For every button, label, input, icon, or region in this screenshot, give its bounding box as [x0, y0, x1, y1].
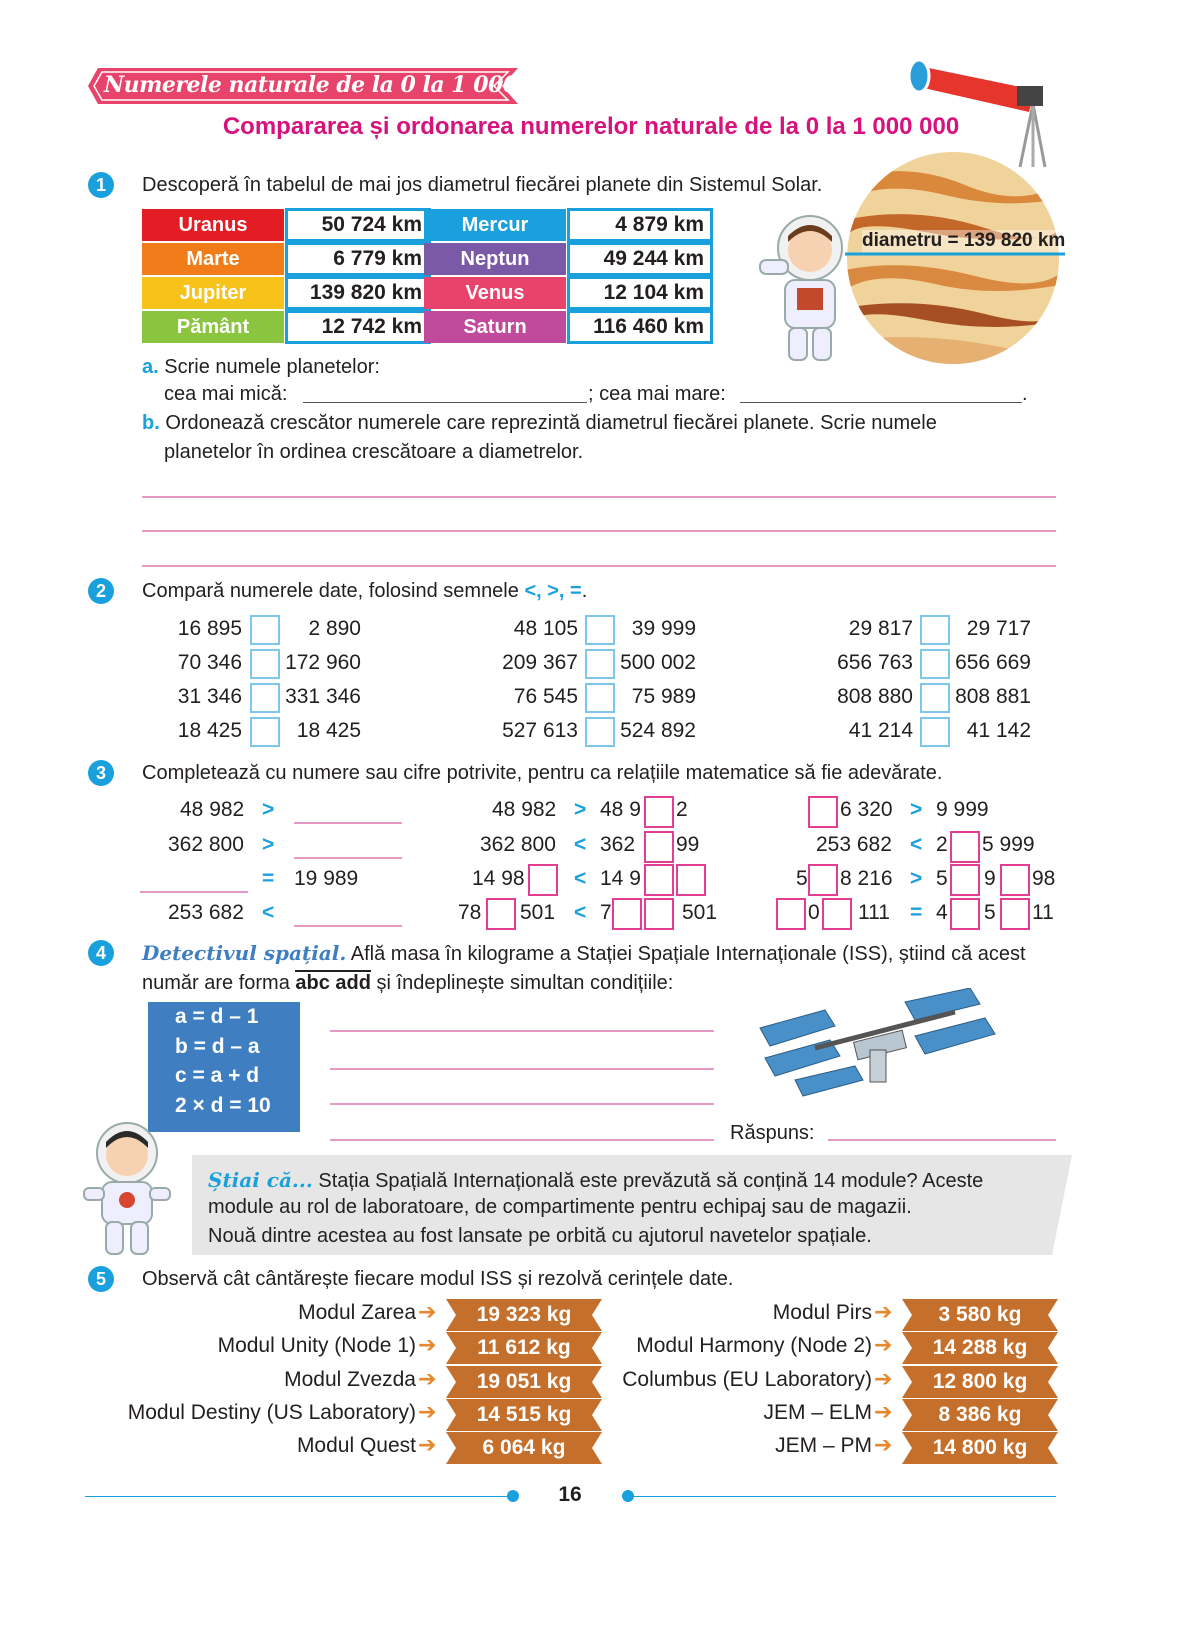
relation-number: 253 682 — [168, 901, 244, 924]
module-name: Modul Zvezda — [284, 1367, 416, 1391]
planet-diameter: 4 879 km — [567, 208, 713, 242]
module-name: JEM – ELM — [763, 1400, 872, 1424]
planet-name: Marte — [142, 243, 284, 275]
sign-box[interactable] — [920, 683, 950, 713]
part-b-label: b. — [142, 412, 160, 434]
relation-number: 14 9 — [600, 867, 641, 890]
ex2-signs: <, >, = — [524, 580, 582, 602]
sign-box[interactable] — [585, 683, 615, 713]
arrow-icon: ➔ — [874, 1398, 893, 1424]
condition: 2 × d = 10 — [175, 1094, 271, 1117]
smallest-answer-blank[interactable] — [303, 402, 587, 403]
ex5-instruction: Observă cât cântărește fiecare modul ISS și rezolvă cerințele date. — [142, 1268, 734, 1290]
ex2-text: Compară numerele date, folosind semnele — [142, 580, 525, 602]
exercise-number-2: 2 — [88, 578, 114, 604]
relation-number: 111 — [858, 901, 890, 924]
digit-box[interactable] — [822, 898, 852, 930]
planet-diameter: 139 820 km — [285, 276, 431, 310]
relation-sign: < — [574, 867, 587, 890]
exercise-number-4: 4 — [88, 940, 114, 966]
arrow-icon: ➔ — [874, 1332, 893, 1358]
digit-box[interactable] — [644, 864, 674, 896]
work-line[interactable] — [330, 1030, 714, 1032]
exercise-number-3: 3 — [88, 760, 114, 786]
work-line[interactable] — [330, 1103, 714, 1105]
digit-box[interactable] — [644, 898, 674, 930]
relation-number: 9 999 — [936, 798, 989, 821]
digit-box[interactable] — [776, 898, 806, 930]
compare-right: 18 425 — [296, 719, 361, 742]
relation-blank[interactable] — [294, 857, 402, 859]
compare-right: 500 002 — [620, 651, 696, 674]
relation-sign: < — [574, 901, 587, 924]
page-title: Compararea și ordonarea numerelor naturale de la 0 la 1 000 000 — [222, 113, 960, 140]
compare-left: 808 880 — [837, 685, 913, 708]
module-name: Modul Zarea — [298, 1301, 416, 1324]
relation-sign: > — [262, 798, 275, 821]
module-mass: 6 064 kg — [482, 1436, 566, 1460]
condition: a = d – 1 — [175, 1005, 259, 1028]
compare-right: 172 960 — [285, 651, 361, 674]
relation-number: 8 216 — [840, 867, 893, 890]
digit-box[interactable] — [1000, 898, 1030, 930]
module-mass: 11 612 kg — [477, 1336, 571, 1360]
arrow-icon: ➔ — [418, 1299, 437, 1324]
module-name: Modul Harmony (Node 2) — [636, 1334, 872, 1358]
part-a-text: Scrie numele planetelor: — [164, 356, 380, 378]
module-mass: 3 580 kg — [938, 1303, 1022, 1326]
largest-label: ; cea mai mare: — [588, 383, 726, 405]
ex1-a-line — [142, 356, 380, 379]
relation-number: 5 999 — [982, 833, 1035, 856]
relation-number: 501 — [682, 901, 718, 924]
digit-box[interactable] — [950, 864, 980, 896]
planet-name: Mercur — [424, 209, 566, 241]
arrow-icon: ➔ — [418, 1332, 437, 1358]
digit-box[interactable] — [612, 898, 642, 930]
compare-right: 75 989 — [631, 685, 696, 708]
planet-name: Jupiter — [142, 277, 284, 309]
sign-box[interactable] — [250, 615, 280, 645]
relation-number: 362 — [600, 833, 636, 856]
relation-number: 362 800 — [480, 833, 556, 856]
part-b-text: Ordonează crescător numerele care reprezintă diametrul fiecărei planete. Scrie numele — [165, 412, 937, 434]
relation-sign: > — [910, 867, 923, 890]
footer-line-right — [630, 1496, 1056, 1497]
period: . — [1022, 383, 1028, 405]
planet-name: Uranus — [142, 209, 284, 241]
compare-left: 70 346 — [177, 651, 242, 674]
planet-name: Pământ — [142, 311, 284, 343]
space-station-icon — [755, 988, 1000, 1108]
relation-number: 99 — [676, 833, 700, 856]
tip-lead: Știai că... — [208, 1168, 313, 1192]
relation-sign: < — [262, 901, 275, 924]
relation-sign: > — [262, 833, 275, 856]
digit-box[interactable] — [644, 831, 674, 863]
ex4-line1 — [142, 941, 1026, 966]
relation-number: 6 320 — [840, 798, 893, 821]
relation-number: 2 — [936, 833, 948, 856]
module-name: Modul Quest — [296, 1434, 416, 1458]
relation-number: 4 — [936, 901, 948, 924]
module-mass: 19 051 kg — [476, 1369, 572, 1393]
planet-diameter: 12 104 km — [567, 276, 713, 310]
planet-name: Saturn — [424, 311, 566, 343]
sign-box[interactable] — [250, 683, 280, 713]
exercise-number-1: 1 — [88, 172, 114, 198]
module-name: Columbus (EU Laboratory) — [622, 1367, 872, 1391]
compare-right: 29 717 — [966, 617, 1031, 640]
digit-box[interactable] — [808, 796, 838, 828]
relation-number: 48 982 — [492, 798, 557, 821]
digit-box[interactable] — [808, 864, 838, 896]
relation-number: 501 — [520, 901, 556, 924]
planet-diameter: 12 742 km — [285, 310, 431, 344]
sign-box[interactable] — [585, 717, 615, 747]
compare-left: 76 545 — [513, 685, 578, 708]
planet-diameter: 49 244 km — [567, 242, 713, 276]
module-name: Modul Unity (Node 1) — [217, 1334, 416, 1358]
arrow-icon: ➔ — [874, 1299, 893, 1324]
relation-number: 5 — [796, 867, 808, 890]
astronaut-icon — [755, 210, 855, 365]
compare-left: 18 425 — [177, 719, 242, 742]
module-mass: 14 515 kg — [476, 1402, 572, 1426]
relation-number: 48 9 — [600, 798, 641, 821]
relation-number: 98 — [1032, 867, 1056, 890]
module-name: Modul Pirs — [772, 1301, 872, 1324]
relation-sign: = — [910, 901, 923, 924]
planet-name: Venus — [424, 277, 566, 309]
compare-left: 209 367 — [502, 651, 578, 674]
exercise-number-5: 5 — [88, 1266, 114, 1292]
answer-line[interactable] — [142, 530, 1056, 532]
sign-box[interactable] — [920, 649, 950, 679]
relation-blank[interactable] — [294, 925, 402, 927]
module-name: JEM – PM — [775, 1434, 872, 1458]
compare-left: 656 763 — [837, 651, 913, 674]
answer-line[interactable] — [142, 496, 1056, 498]
relation-sign: > — [574, 798, 587, 821]
arrow-icon: ➔ — [418, 1432, 437, 1458]
answer-line[interactable] — [828, 1139, 1056, 1141]
digit-box[interactable] — [950, 831, 980, 863]
planet-diameter: 116 460 km — [567, 310, 713, 344]
module-mass: 14 288 kg — [932, 1336, 1028, 1360]
arrow-icon: ➔ — [418, 1398, 437, 1424]
ex2-instruction — [142, 580, 587, 603]
arrow-icon: ➔ — [874, 1365, 893, 1391]
module-mass: 14 800 kg — [932, 1436, 1028, 1460]
relation-sign: = — [262, 867, 275, 890]
condition: c = a + d — [175, 1064, 260, 1087]
work-line[interactable] — [330, 1068, 714, 1070]
compare-right: 2 890 — [308, 617, 361, 640]
module-mass: 12 800 kg — [932, 1369, 1028, 1393]
ex3-instruction: Completează cu numere sau cifre potrivite, pentru ca relațiile matematice să fie adevărate. — [142, 762, 943, 784]
ex4-title: Detectivul spațial. — [142, 941, 347, 965]
digit-box[interactable] — [644, 796, 674, 828]
tip-line2: module au rol de laboratoare, de compartimente pentru echipaj sau de magazii. — [208, 1196, 912, 1218]
relation-number: 11 — [1032, 901, 1054, 924]
relation-sign: < — [574, 833, 587, 856]
compare-left: 16 895 — [177, 617, 242, 640]
relation-number: 362 800 — [168, 833, 244, 856]
relation-blank[interactable] — [140, 891, 248, 893]
arrow-icon: ➔ — [418, 1365, 437, 1391]
sign-box[interactable] — [920, 717, 950, 747]
ex4-text: număr are forma — [142, 972, 296, 994]
jupiter-planet-icon — [845, 150, 1065, 365]
footer-dot — [507, 1490, 519, 1502]
ex4-text: Află masa în kilograme a Stației Spațiale Internaționale (ISS), știind că acest — [346, 943, 1026, 965]
arrow-icon: ➔ — [874, 1432, 893, 1458]
tip-line1 — [208, 1168, 983, 1193]
part-a-label: a. — [142, 356, 159, 378]
relation-number: 5 — [936, 867, 948, 890]
module-name: Modul Destiny (US Laboratory) — [127, 1400, 416, 1424]
smallest-label: cea mai mică: — [164, 383, 288, 405]
relation-sign: < — [910, 833, 923, 856]
largest-answer-blank[interactable] — [740, 402, 1022, 403]
sign-box[interactable] — [920, 615, 950, 645]
planet-diameter: 50 724 km — [285, 208, 431, 242]
compare-left: 41 214 — [848, 719, 913, 742]
relation-number: 14 98 — [472, 867, 525, 890]
tip-line3: Nouă dintre acestea au fost lansate pe orbită cu ajutorul navetelor spațiale. — [208, 1225, 872, 1247]
ex1-b-line — [142, 412, 937, 435]
part-b-text-cont: planetelor în ordinea crescătoare a diametrelor. — [164, 441, 584, 463]
relation-sign: > — [910, 798, 923, 821]
footer-line-left — [85, 1496, 513, 1497]
module-mass: 19 323 kg — [476, 1303, 572, 1326]
compare-right: 39 999 — [631, 617, 696, 640]
module-mass: 8 386 kg — [938, 1402, 1022, 1426]
page-number: 16 — [558, 1483, 582, 1506]
ex4-text: și îndeplinește simultan condițiile: — [370, 972, 674, 994]
compare-right: 808 881 — [955, 685, 1031, 708]
answer-line[interactable] — [142, 565, 1056, 567]
planet-diameter: 6 779 km — [285, 242, 431, 276]
condition: b = d – a — [175, 1035, 260, 1058]
number-form: abc add — [295, 972, 371, 994]
diameter-label: diametru = 139 820 km — [862, 230, 1066, 251]
relation-number: 48 982 — [180, 798, 245, 821]
relation-number: 19 989 — [294, 867, 359, 890]
relation-number: 2 — [676, 798, 688, 821]
ex1-instruction: Descoperă în tabelul de mai jos diametrul fiecărei planete din Sistemul Solar. — [142, 174, 823, 196]
digit-box[interactable] — [1000, 864, 1030, 896]
compare-right: 656 669 — [955, 651, 1031, 674]
relation-blank[interactable] — [294, 822, 402, 824]
sign-box[interactable] — [250, 717, 280, 747]
work-line[interactable] — [330, 1139, 714, 1141]
compare-left: 31 346 — [177, 685, 242, 708]
compare-right: 524 892 — [620, 719, 696, 742]
compare-right: 331 346 — [285, 685, 361, 708]
section-label: Numerele naturale de la 0 la 1 000 000 — [104, 72, 570, 98]
digit-box[interactable] — [486, 898, 516, 930]
sign-box[interactable] — [585, 615, 615, 645]
relation-number: 0 — [808, 901, 820, 924]
relation-number: 253 682 — [816, 833, 892, 856]
compare-left: 527 613 — [502, 719, 578, 742]
planet-name: Neptun — [424, 243, 566, 275]
sign-box[interactable] — [585, 649, 615, 679]
digit-box[interactable] — [676, 864, 706, 896]
digit-box[interactable] — [528, 864, 558, 896]
tip-text: Stația Spațială Internațională este prevăzută să conțină 14 module? Aceste — [312, 1170, 984, 1192]
astronaut-icon — [82, 1118, 172, 1258]
ex4-line2 — [142, 972, 673, 995]
ex2-dot: . — [581, 580, 588, 602]
relation-number: 9 — [984, 867, 996, 890]
relation-number: 78 — [458, 901, 482, 924]
digit-box[interactable] — [950, 898, 980, 930]
compare-left: 29 817 — [848, 617, 913, 640]
compare-left: 48 105 — [513, 617, 578, 640]
relation-number: 5 — [984, 901, 996, 924]
answer-label: Răspuns: — [730, 1122, 815, 1144]
relation-number: 7 — [600, 901, 612, 924]
sign-box[interactable] — [250, 649, 280, 679]
compare-right: 41 142 — [966, 719, 1031, 742]
